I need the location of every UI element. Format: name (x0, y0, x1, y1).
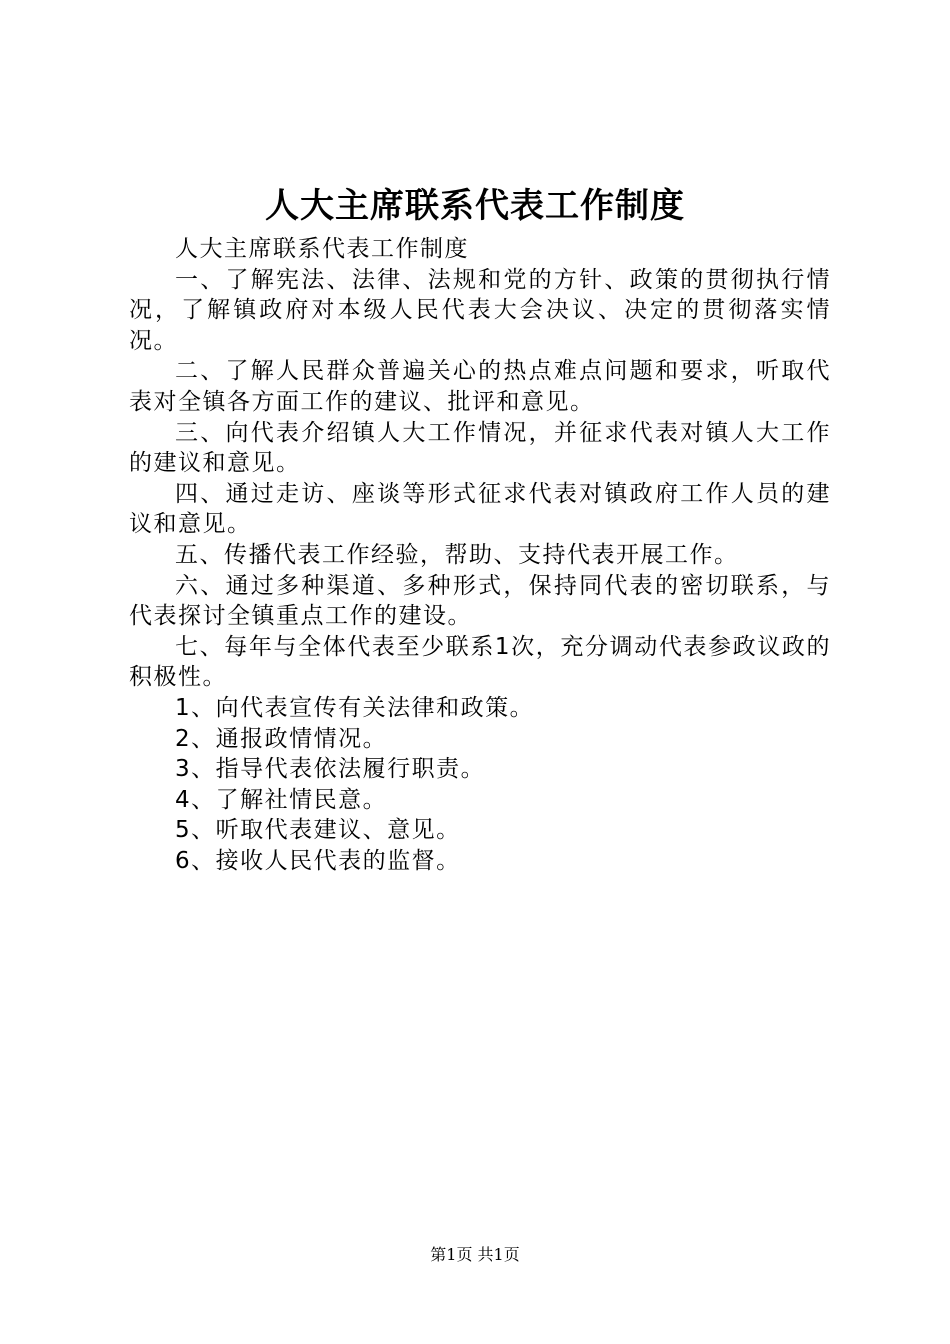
paragraph-item-4: 四、通过走访、座谈等形式征求代表对镇政府工作人员的建议和意见。 (129, 480, 831, 538)
paragraph-item-5: 五、传播代表工作经验，帮助、支持代表开展工作。 (175, 541, 739, 568)
numbered-item-6: 6、接收人民代表的监督。 (175, 847, 461, 874)
numbered-item-2: 2、通报政情情况。 (175, 725, 388, 752)
numbered-item-3: 3、指导代表依法履行职责。 (175, 756, 486, 783)
numbered-item-4: 4、了解社情民意。 (175, 786, 388, 813)
paragraph-item-7: 七、每年与全体代表至少联系1次，充分调动代表参政议政的积极性。 (129, 633, 831, 691)
numbered-item-5: 5、听取代表建议、意见。 (175, 817, 461, 844)
paragraph-item-3: 三、向代表介绍镇人大工作情况，并征求代表对镇人大工作的建议和意见。 (129, 419, 831, 477)
page-footer: 第1页 共1页 (430, 1245, 520, 1264)
numbered-item-1: 1、向代表宣传有关法律和政策。 (175, 694, 535, 721)
document-body (129, 234, 831, 876)
paragraph-heading: 人大主席联系代表工作制度 (175, 236, 469, 262)
document-title: 人大主席联系代表工作制度 (265, 186, 685, 226)
paragraph-item-6: 六、通过多种渠道、多种形式，保持同代表的密切联系，与代表探讨全镇重点工作的建设。 (129, 572, 831, 630)
paragraph-item-2: 二、了解人民群众普遍关心的热点难点问题和要求，听取代表对全镇各方面工作的建议、批评和意见。 (129, 358, 831, 415)
paragraph-item-1: 一、了解宪法、法律、法规和党的方针、政策的贯彻执行情况，了解镇政府对本级人民代表大会决议、决定的贯彻落实情况。 (129, 266, 831, 354)
